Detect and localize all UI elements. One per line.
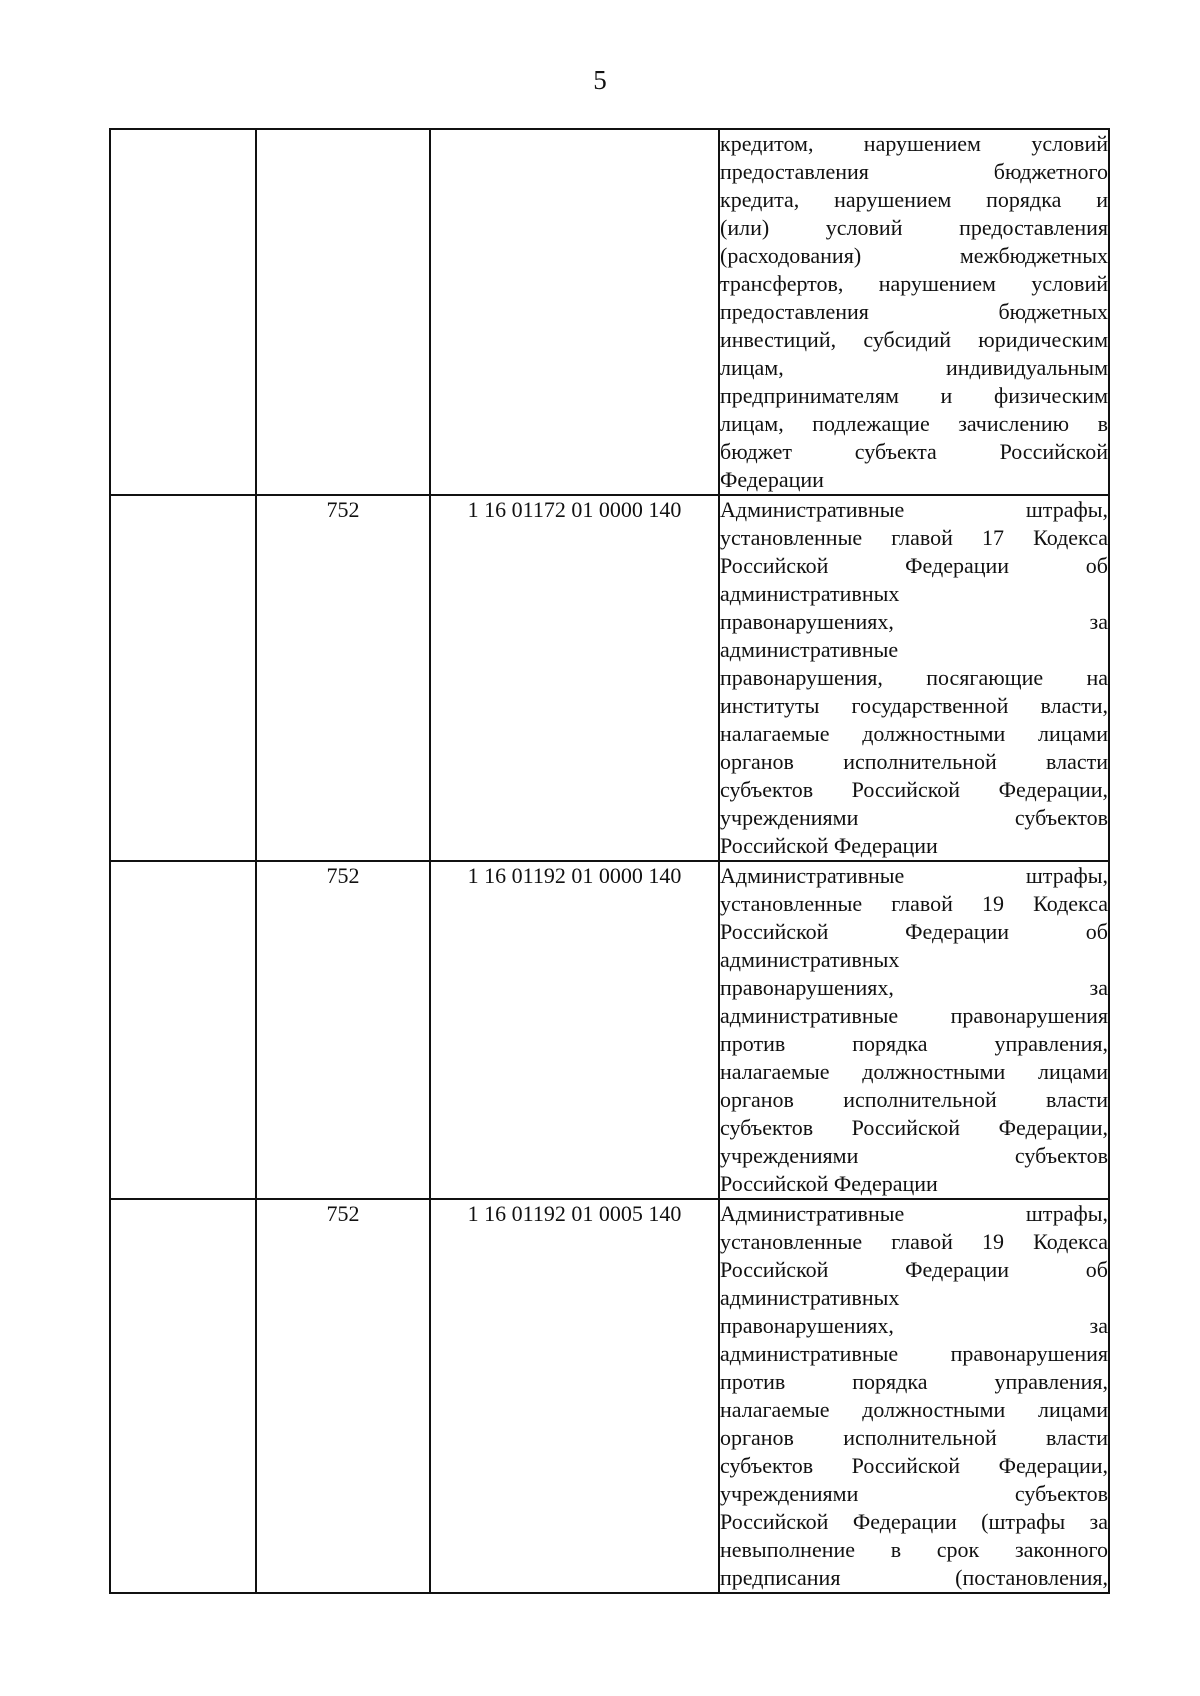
description-line: (или) условий предоставления	[720, 215, 1108, 240]
description-line: Федерации	[720, 467, 824, 492]
description-line: Российской Федерации об	[720, 553, 1108, 578]
description-line: кредитом, нарушением условий	[720, 131, 1108, 156]
description-line: учреждениями субъектов	[720, 1143, 1108, 1168]
description-line: (расходования) межбюджетных	[720, 243, 1108, 268]
description-line: установленные главой 17 Кодекса	[720, 525, 1108, 550]
description-line: налагаемые должностными лицами	[720, 1059, 1108, 1084]
table-row	[110, 1199, 1109, 1593]
description-line: органов исполнительной власти	[720, 749, 1108, 774]
description-line: Административные штрафы,	[720, 1201, 1108, 1226]
description-line: учреждениями субъектов	[720, 805, 1108, 830]
description-line: против порядка управления,	[720, 1369, 1108, 1394]
kbk-code-cell: 1 16 01172 01 0000 140	[430, 495, 719, 861]
description-line: Административные штрафы,	[720, 863, 1108, 888]
description-line: невыполнение в срок законного	[720, 1537, 1108, 1562]
description-line: кредита, нарушением порядка и	[720, 187, 1108, 212]
description-line: предпринимателям и физическим	[720, 383, 1108, 408]
description-line: правонарушениях, за	[720, 975, 1108, 1000]
description-cell	[719, 1199, 1109, 1593]
admin-code-cell: 752	[256, 1199, 430, 1593]
page-number: 5	[593, 65, 607, 95]
description-line: налагаемые должностными лицами	[720, 1397, 1108, 1422]
table-row	[110, 861, 1109, 1199]
description-line: субъектов Российской Федерации,	[720, 1453, 1108, 1478]
description-line: субъектов Российской Федерации,	[720, 1115, 1108, 1140]
description-cell	[719, 129, 1109, 495]
description-line: административные правонарушения	[720, 1003, 1108, 1028]
admin-code-cell: 752	[256, 495, 430, 861]
row-number-cell	[110, 129, 256, 495]
description-line: Российской Федерации	[720, 833, 938, 858]
description-line: против порядка управления,	[720, 1031, 1108, 1056]
description-line: лицам, подлежащие зачислению в	[720, 411, 1108, 436]
description-line: субъектов Российской Федерации,	[720, 777, 1108, 802]
description-line: установленные главой 19 Кодекса	[720, 1229, 1108, 1254]
kbk-code-cell: 1 16 01192 01 0000 140	[430, 861, 719, 1199]
description-line: административных	[720, 1285, 900, 1310]
description-line: Российской Федерации (штрафы за	[720, 1509, 1108, 1534]
description-line: правонарушениях, за	[720, 609, 1108, 634]
description-line: органов исполнительной власти	[720, 1425, 1108, 1450]
description-line: административных	[720, 947, 900, 972]
admin-code-cell	[256, 129, 430, 495]
row-number-cell	[110, 1199, 256, 1593]
description-line: административные правонарушения	[720, 1341, 1108, 1366]
description-line: предоставления бюджетных	[720, 299, 1108, 324]
description-line: институты государственной власти,	[720, 693, 1108, 718]
description-line: Российской Федерации об	[720, 919, 1108, 944]
description-line: трансфертов, нарушением условий	[720, 271, 1108, 296]
description-line: административных	[720, 581, 900, 606]
description-line: Административные штрафы,	[720, 497, 1108, 522]
description-line: бюджет субъекта Российской	[720, 439, 1108, 464]
description-line: налагаемые должностными лицами	[720, 721, 1108, 746]
table-row	[110, 495, 1109, 861]
table-row	[110, 129, 1109, 495]
description-cell	[719, 861, 1109, 1199]
description-line: правонарушениях, за	[720, 1313, 1108, 1338]
description-cell	[719, 495, 1109, 861]
description-line: административные	[720, 637, 899, 662]
description-line: Российской Федерации об	[720, 1257, 1108, 1282]
description-line: правонарушения, посягающие на	[720, 665, 1108, 690]
budget-codes-table	[109, 128, 1110, 1594]
description-line: предписания (постановления,	[720, 1565, 1108, 1590]
description-line: Российской Федерации	[720, 1171, 938, 1196]
description-line: установленные главой 19 Кодекса	[720, 891, 1108, 916]
kbk-code-cell: 1 16 01192 01 0005 140	[430, 1199, 719, 1593]
admin-code-cell: 752	[256, 861, 430, 1199]
row-number-cell	[110, 495, 256, 861]
description-line: учреждениями субъектов	[720, 1481, 1108, 1506]
description-line: предоставления бюджетного	[720, 159, 1108, 184]
row-number-cell	[110, 861, 256, 1199]
description-line: инвестиций, субсидий юридическим	[720, 327, 1108, 352]
kbk-code-cell	[430, 129, 719, 495]
description-line: лицам, индивидуальным	[720, 355, 1108, 380]
description-line: органов исполнительной власти	[720, 1087, 1108, 1112]
